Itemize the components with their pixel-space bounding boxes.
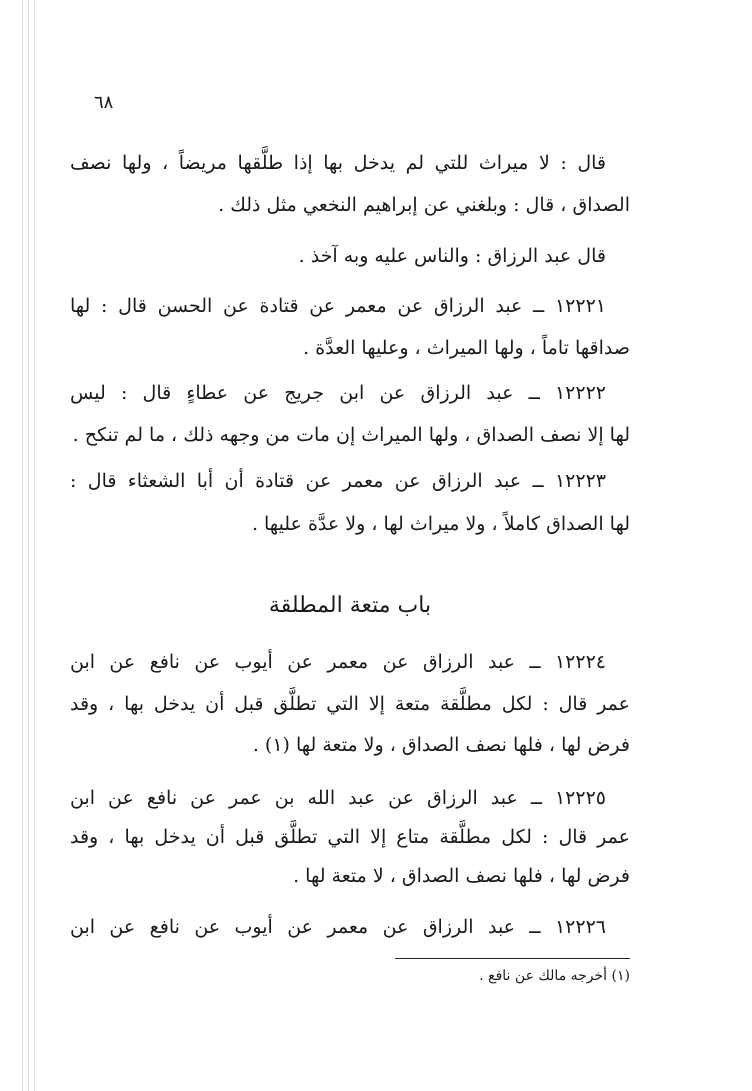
text-line: ١٢٢٢٥ ــ عبد الرزاق عن عبد الله بن عمر عن نافع عن ابن [70,787,606,809]
text-line: ١٢٢٢٤ ــ عبد الرزاق عن معمر عن أيوب عن نافع عن ابن [70,651,606,673]
text-line: عمر قال : لكل مطلَّقة متعة إلا التي تطلَّق قبل أن يدخل بها ، وقد [70,693,630,715]
text-line: ١٢٢٢١ ــ عبد الرزاق عن معمر عن قتادة عن الحسن قال : لها [70,295,606,317]
text-line: لها الصداق كاملاً ، ولا ميراث لها ، ولا عدَّة عليها . [251,513,630,535]
binding-line-left [22,0,23,1091]
binding-line-left-3 [34,0,35,1091]
text-line: قال عبد الرزاق : والناس عليه وبه آخذ . [298,245,606,267]
text-line: الصداق ، قال : وبلغني عن إبراهيم النخعي مثل ذلك . [218,194,630,216]
text-line: ١٢٢٢٦ ــ عبد الرزاق عن معمر عن أيوب عن نافع عن ابن [70,916,606,938]
text-line: ١٢٢٢٢ ــ عبد الرزاق عن ابن جريج عن عطاءٍ قال : ليس [70,382,606,404]
text-line: عمر قال : لكل مطلَّقة متاع إلا التي تطلَّق قبل أن يدخل بها ، وقد [70,826,630,848]
footnote-separator [395,958,630,959]
binding-line-left-2 [28,0,29,1091]
footnote: (١) أخرجه مالك عن نافع . [479,968,630,984]
text-line: فرض لها ، فلها نصف الصداق ، ولا متعة لها (١) . [252,734,630,756]
text-line: قال : لا ميراث للتي لم يدخل بها إذا طلَّقها مريضاً ، ولها نصف [70,152,606,174]
text-line: ١٢٢٢٣ ــ عبد الرزاق عن معمر عن قتادة أن أبا الشعثاء قال : [70,470,606,492]
text-line: فرض لها ، فلها نصف الصداق ، لا متعة لها . [293,865,630,887]
chapter-heading: باب متعة المطلقة [268,593,432,618]
page-number: ٦٨ [94,92,114,113]
text-line: صداقها تاماً ، ولها الميراث ، وعليها العدَّة . [303,337,630,359]
text-line: لها إلا نصف الصداق ، ولها الميراث إن مات من وجهه ذلك ، ما لم تنكح . [72,424,630,446]
